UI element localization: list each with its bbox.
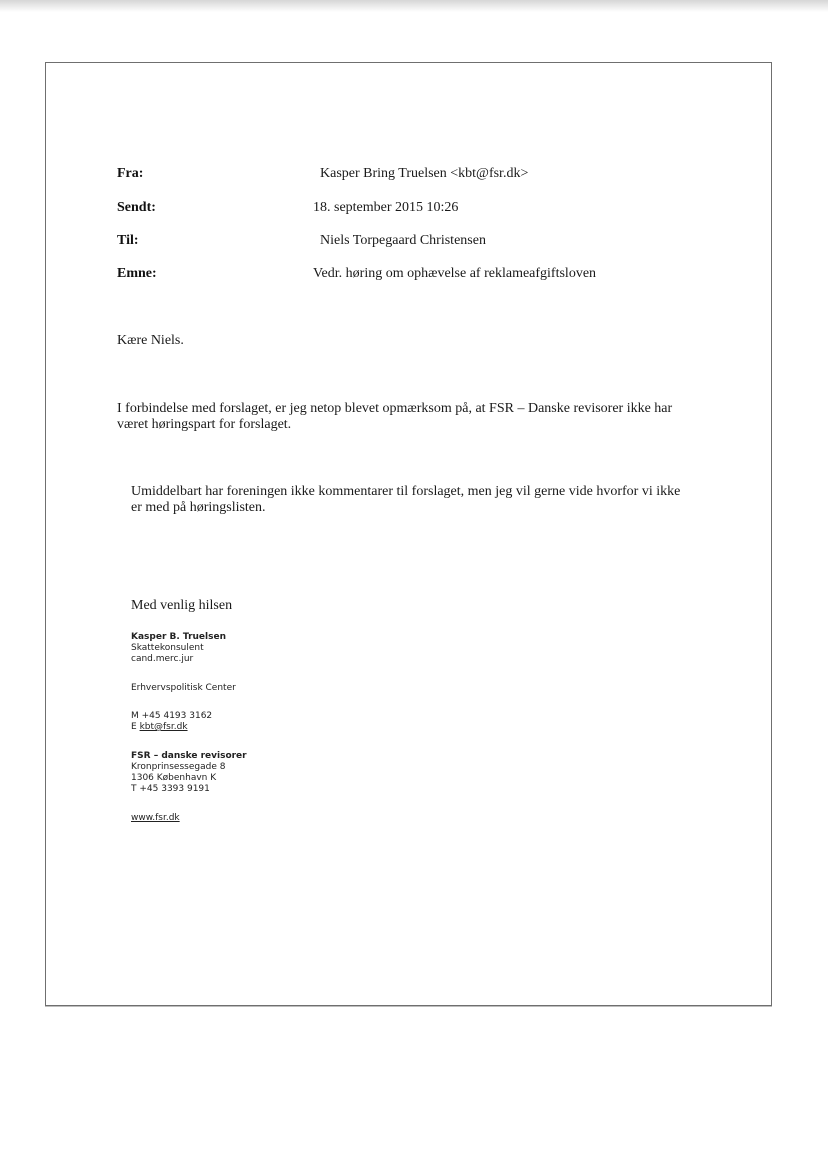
header-from-label: Fra: xyxy=(117,166,144,181)
signature-contact xyxy=(131,711,212,733)
signature-org-name: FSR – danske revisorer xyxy=(131,751,247,761)
signature-email-line xyxy=(131,722,212,733)
closing: Med venlig hilsen xyxy=(131,598,233,613)
header-sent-value: 18. september 2015 10:26 xyxy=(313,200,459,215)
header-from-value: Kasper Bring Truelsen <kbt@fsr.dk> xyxy=(320,166,529,181)
signature-website-block xyxy=(131,813,180,824)
scan-top-edge xyxy=(0,0,828,12)
signature-email-prefix: E xyxy=(131,722,140,732)
signature-title: Skattekonsulent xyxy=(131,643,204,653)
signature-email-link[interactable]: kbt@fsr.dk xyxy=(139,722,188,732)
signature-phone: T +45 3393 9191 xyxy=(131,784,210,794)
signature-degree: cand.merc.jur xyxy=(131,654,194,664)
signature-person xyxy=(131,632,226,665)
greeting: Kære Niels. xyxy=(117,333,184,348)
signature-organization xyxy=(131,751,247,795)
header-to-label: Til: xyxy=(117,233,139,248)
body-paragraph-1: I forbindelse med forslaget, er jeg netop blevet opmærksom på, at FSR – Danske revisorer ikke har været høringspart for forslaget. xyxy=(117,401,673,432)
signature-address1: Kronprinsessegade 8 xyxy=(131,762,226,772)
header-to-value: Niels Torpegaard Christensen xyxy=(320,233,486,248)
signature-name: Kasper B. Truelsen xyxy=(131,632,226,642)
header-subject-value: Vedr. høring om ophævelse af reklameafgiftsloven xyxy=(313,266,597,281)
signature-mobile: M +45 4193 3162 xyxy=(131,711,213,721)
header-subject-label: Emne: xyxy=(117,266,157,281)
signature-website-link[interactable]: www.fsr.dk xyxy=(131,813,180,823)
signature-department: Erhvervspolitisk Center xyxy=(131,683,236,693)
signature-department-block xyxy=(131,683,236,694)
header-sent-label: Sendt: xyxy=(117,200,156,215)
signature-address2: 1306 København K xyxy=(131,773,217,783)
body-paragraph-2: Umiddelbart har foreningen ikke kommentarer til forslaget, men jeg vil gerne vide hvorfor vi ikke er med på høringslisten. xyxy=(131,484,681,515)
